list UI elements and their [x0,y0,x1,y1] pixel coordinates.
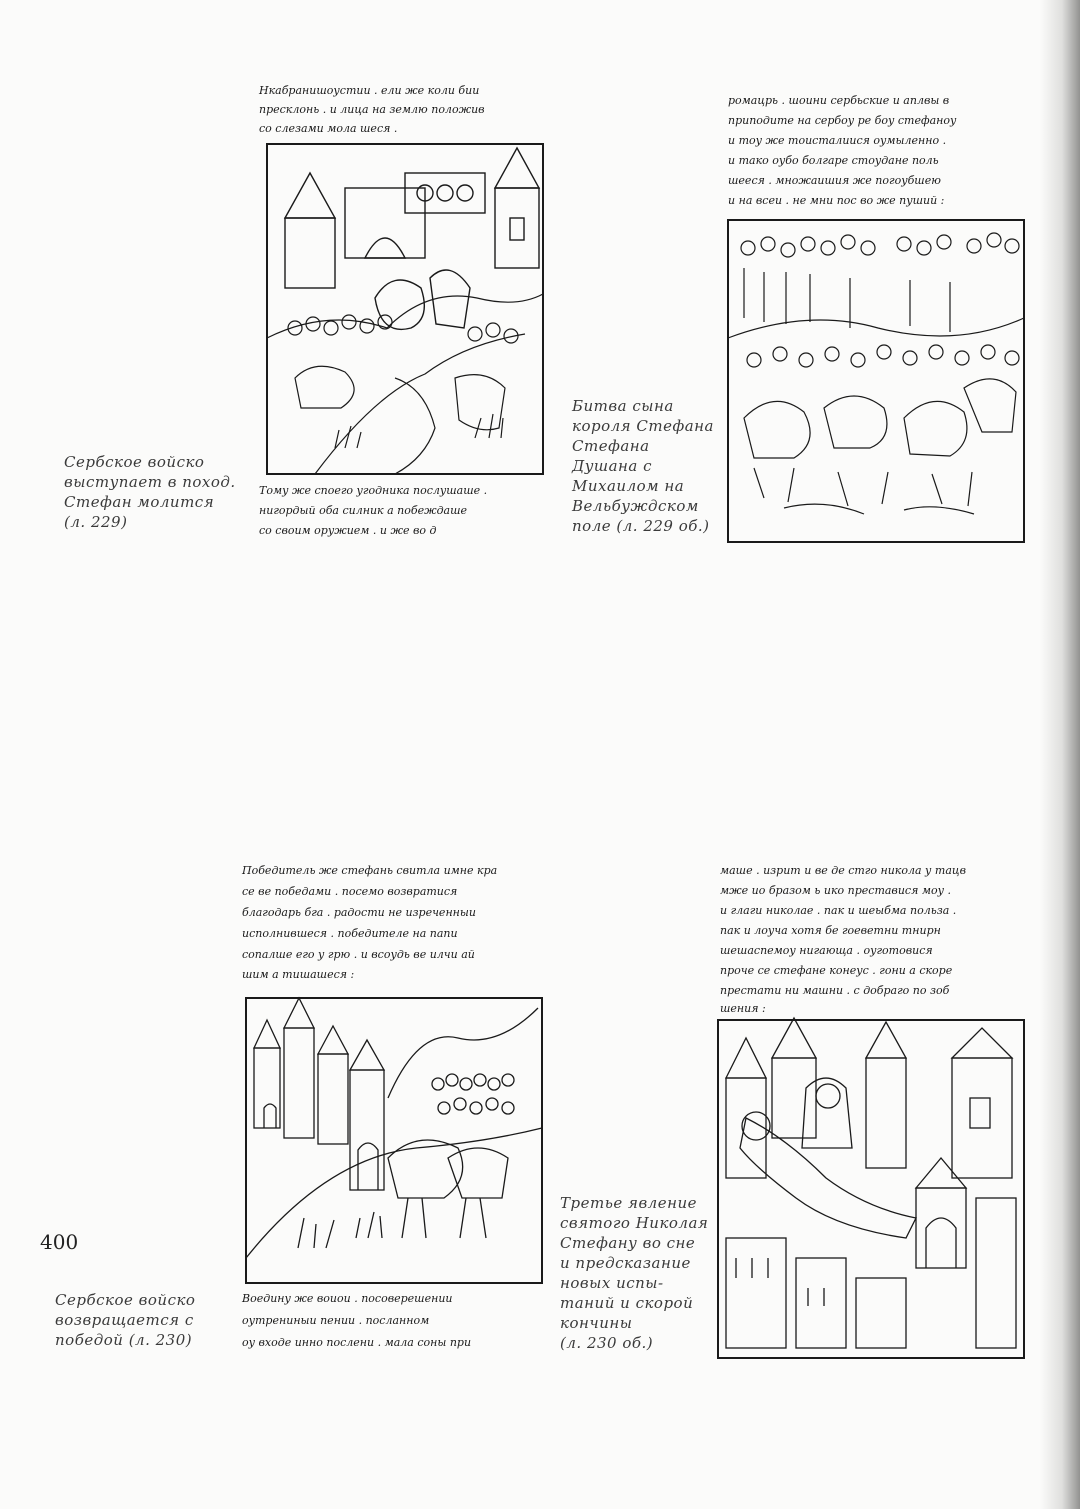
page-number: 400 [40,1230,79,1254]
script-line: и тако оубо болгаре стоудане поль [728,154,939,167]
illustration-1 [255,78,555,548]
miniature-2-drawing [724,88,1030,546]
battle-icon [728,233,1024,514]
caption-2: Битва сына короля Стефана Стефана Душана с Михаилом на Вельбуждском поле (л. 229 об.) [572,397,714,535]
script-line: проче се стефане конеус . гони а скоре [720,964,953,977]
script-line: мже ио бразом ь ико преставися моу . [720,884,951,897]
script-line: оутрениныи пении . посланном [242,1314,430,1327]
script-line: шения : [720,1002,766,1015]
manuscript-text-top [728,94,957,207]
army-helmets [432,1074,514,1114]
script-line: Воедину же воиои . посоверешении [242,1292,453,1305]
manuscript-text-bottom [259,484,487,537]
script-line: приподите на сербоу ре боу стефаноу [728,114,957,127]
script-line: и на всеи . не мни пос во же пуший : [728,194,945,207]
manuscript-text-top [241,864,497,981]
script-line: и тоу же тоисталиися оумыленно . [728,134,947,147]
script-line: шешаспемоу нигающа . оуготовися [720,944,933,957]
script-line: шееся . множаишия же погоубшею [728,174,941,187]
illustration-2 [724,88,1030,546]
illustration-3 [238,858,548,1358]
manuscript-text-top [720,864,966,1015]
book-spine-shadow [1040,0,1080,1509]
miniature-3-drawing [238,858,548,1358]
city-scene [726,1018,1016,1348]
script-line: шим а тишашеся : [242,968,355,981]
script-line: благодарь бга . радости не изреченныи [242,906,476,919]
manuscript-text-top [258,84,485,135]
script-line: со слезами мола шеся . [259,122,398,135]
miniature-4-drawing [716,858,1028,1362]
illustration-4 [716,858,1028,1362]
script-line: Нкабранишоустии . ели же коли бии [259,84,480,97]
caption-4: Третье явление святого Николая Стефану во сне и предсказание новых испы- таний и скорой кончины (л. 230 об.) [560,1194,709,1352]
script-line: се ве победами . посемо возвратися [242,885,458,898]
script-line: пак и лоуча хотя бе гоеветни тнирн [720,924,941,937]
script-line: оу входе инно послени . мала соны при [242,1336,472,1349]
script-line: Тому же споего угодника послушаше . [259,484,488,497]
city-icon [246,998,542,1258]
caption-1: Сербское войско выступает в поход. Стефан молится (л. 229) [64,453,236,531]
caption-3: Сербское войско возвращается с победой (л. 230) [55,1291,196,1349]
miniature-1-drawing [255,78,555,548]
script-line: Победитель же стефань свитла имне кра [242,864,498,877]
script-line: сопалше его у грю . и всоудь ве илчи ай [242,948,475,961]
script-line: со своим оружием . и же во д [259,524,437,537]
script-line: нигордый оба силник а побеждаше [259,504,468,517]
manuscript-text-bottom [241,1292,471,1349]
script-line: исполнившеся . победителе на папи [242,927,458,940]
script-line: маше . изрит и ве де стго никола у тацв [720,864,966,877]
script-line: пресклонь . и лица на землю положив [259,103,485,116]
script-line: ромацрь . шоини сербьские и аплвы в [728,94,950,107]
script-line: и глаги николае . пак и шеыбма польза . [720,904,957,917]
script-line: престати ни машни . с добраго по зоб [720,984,950,997]
